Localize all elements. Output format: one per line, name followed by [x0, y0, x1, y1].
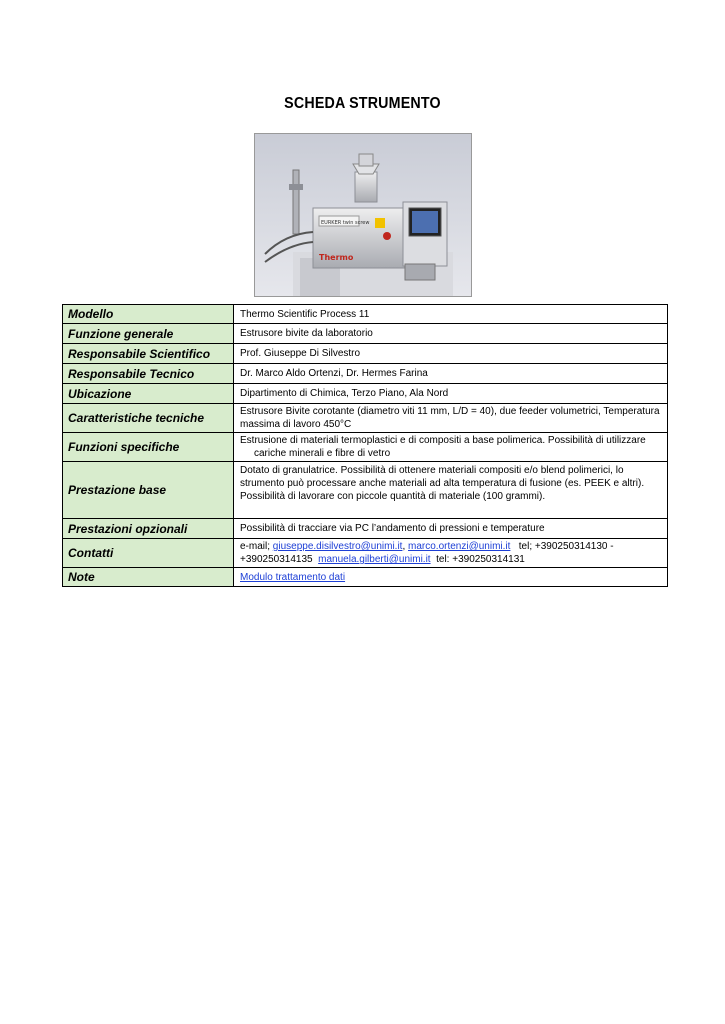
table-row [63, 364, 668, 384]
separator: , [402, 541, 409, 552]
row-label: Responsabile Scientifico [63, 344, 234, 364]
brand-text: Thermo [319, 253, 354, 262]
table-row [63, 384, 668, 404]
email-link[interactable]: giuseppe.disilvestro@unimi.it [272, 541, 403, 552]
contacts-value [234, 539, 668, 568]
row-value [234, 433, 668, 462]
email-link[interactable]: marco.ortenzi@unimi.it [408, 541, 511, 552]
table-row [63, 539, 668, 568]
row-value: Estrusore Bivite corotante (diametro viti 11 mm, L/D = 40), due feeder volumetrici, Temperatura massima di lavoro 450°C [234, 404, 668, 433]
row-label: Funzioni specifiche [63, 433, 234, 462]
table-row [63, 462, 668, 519]
page-title: SCHEDA STRUMENTO [284, 95, 441, 112]
row-value [234, 462, 668, 519]
row-label: Ubicazione [63, 384, 234, 404]
row-value: Possibilità di tracciare via PC l’andamento di pressioni e temperature [234, 519, 668, 539]
row-label: Contatti [63, 539, 234, 568]
table-row [63, 519, 668, 539]
phone-text: tel: +390250314131 [430, 554, 525, 565]
table-row [63, 324, 668, 344]
row-value: Prof. Giuseppe Di Silvestro [234, 344, 668, 364]
value-line: Dotato di granulatrice. Possibilità di ottenere materiali compositi e/o blend polimerici, lo strumento può processare anche materiali ad alta temperatura di fusione (es. PEEK e altri). [240, 465, 645, 489]
value-line: Estrusione di materiali termoplastici e di compositi a base polimerica. Possibilità di utilizzare [240, 435, 646, 446]
row-label: Prestazione base [63, 462, 234, 519]
row-label: Funzione generale [63, 324, 234, 344]
row-value: Dr. Marco Aldo Ortenzi, Dr. Hermes Farina [234, 364, 668, 384]
row-label: Note [63, 568, 234, 587]
row-label: Caratteristiche tecniche [63, 404, 234, 433]
email-link[interactable]: manuela.gilberti@unimi.it [318, 554, 431, 565]
row-label: Modello [63, 305, 234, 324]
row-value: Estrusore bivite da laboratorio [234, 324, 668, 344]
table-row [63, 305, 668, 324]
row-label: Prestazioni opzionali [63, 519, 234, 539]
row-label: Responsabile Tecnico [63, 364, 234, 384]
instrument-sheet-table [62, 304, 668, 587]
phone-text: tel; +390250314130 - +390250314135 [240, 541, 617, 565]
table-row [63, 568, 668, 587]
instrument-photo [254, 133, 472, 297]
table-row [63, 404, 668, 433]
value-line: Possibilità di lavorare con piccole quantità di materiale (100 grammi). [240, 491, 546, 502]
table-row [63, 433, 668, 462]
row-value: Dipartimento di Chimica, Terzo Piano, Ala Nord [234, 384, 668, 404]
row-value [234, 568, 668, 587]
privacy-module-link[interactable]: Modulo trattamento dati [240, 571, 346, 583]
table-row [63, 344, 668, 364]
contacts-prefix: e-mail; [240, 541, 273, 552]
row-value: Thermo Scientific Process 11 [234, 305, 668, 324]
panel-text: EURKER twin screw [321, 220, 370, 226]
value-line: cariche minerali e fibre di vetro [254, 448, 391, 459]
